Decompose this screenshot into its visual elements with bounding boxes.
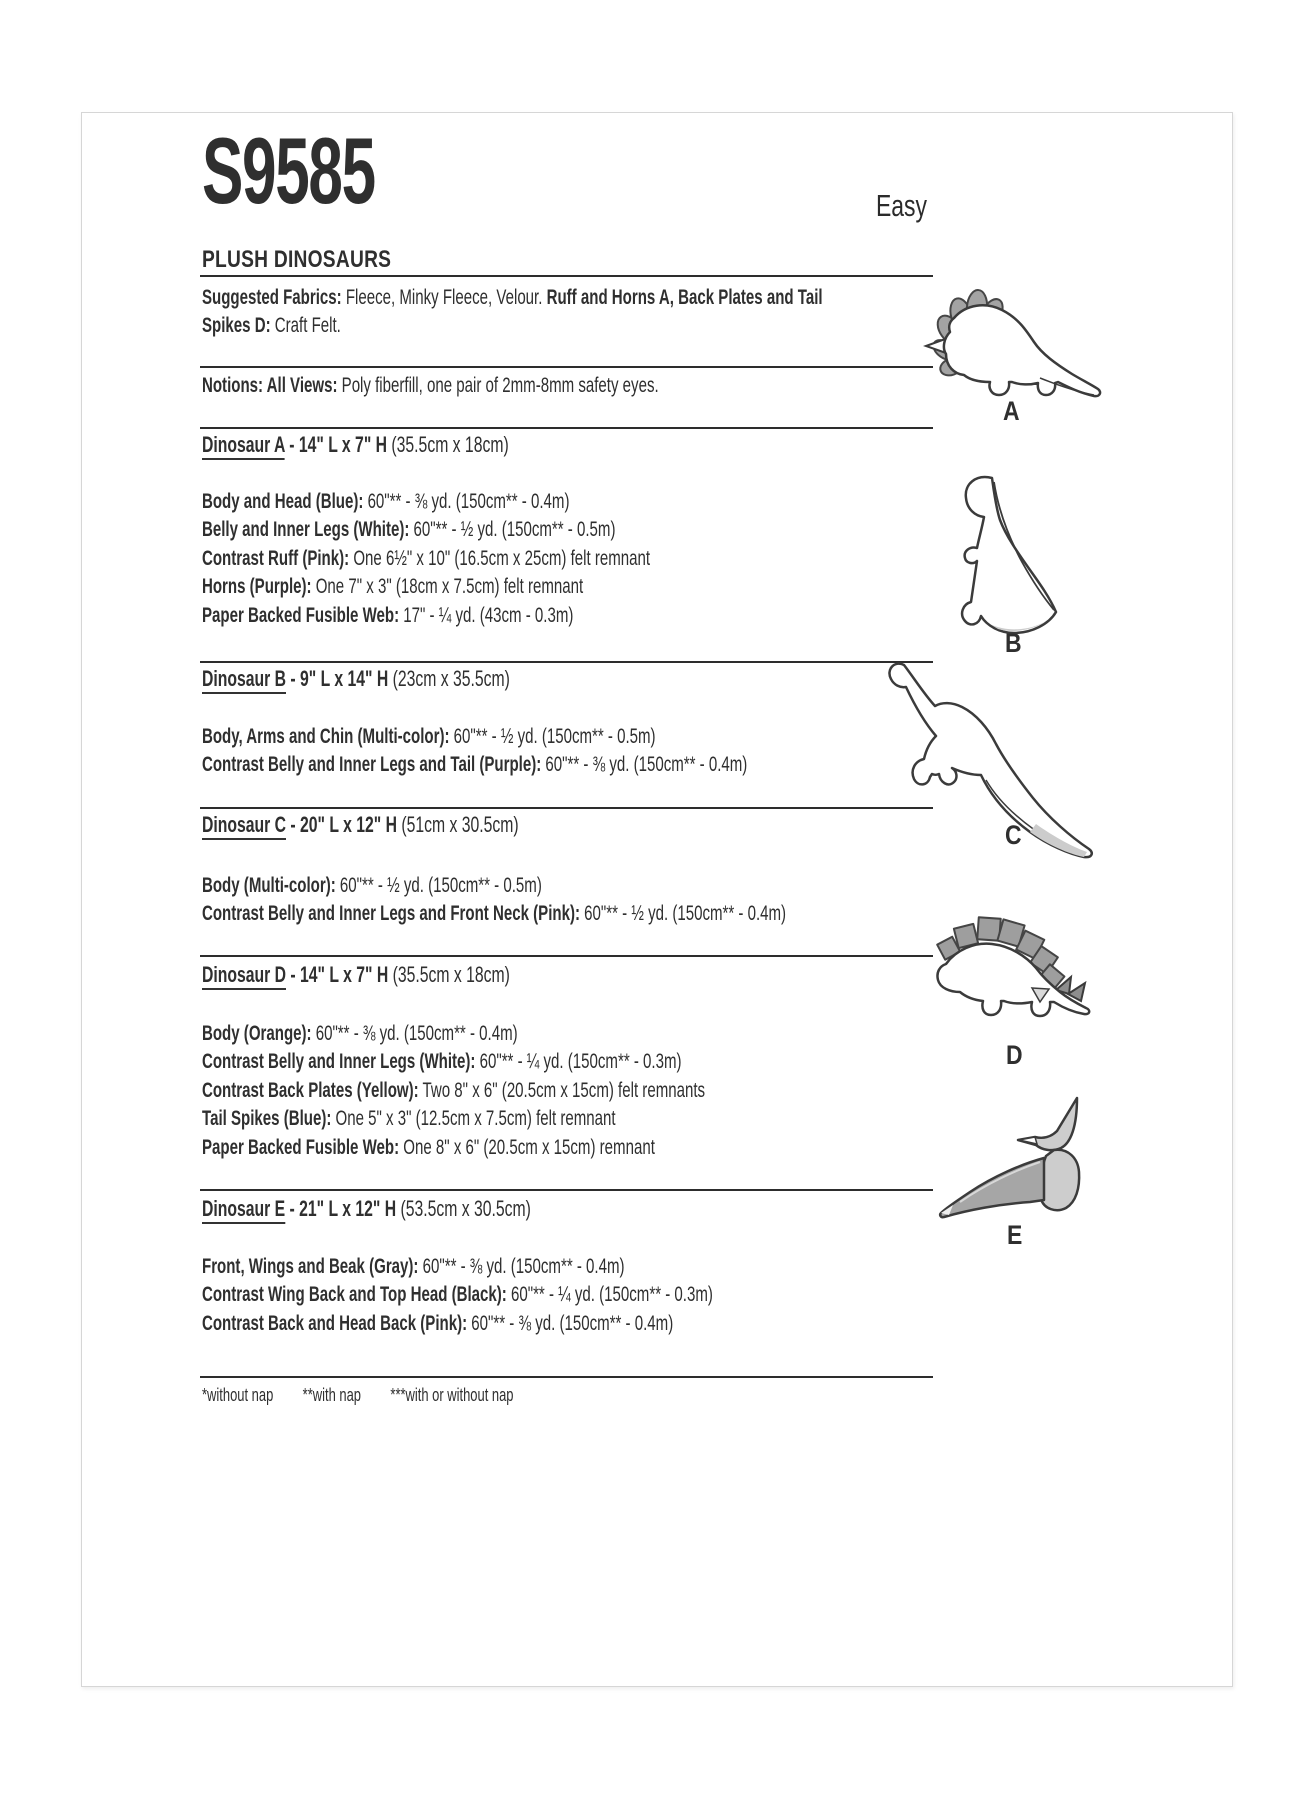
- figure-label-a: A: [1003, 396, 1020, 426]
- spec-line: [202, 899, 786, 927]
- dinosaur-metric: (23cm x 35.5cm): [392, 666, 510, 691]
- fabrics-label: Suggested Fabrics:: [202, 285, 342, 309]
- dinosaur-dims: - 14" L x 7" H: [286, 962, 393, 987]
- spec-value: 60"** - ¼ yd. (150cm** - 0.3m): [506, 1282, 713, 1307]
- fabrics-bold-text: Spikes D:: [202, 313, 271, 338]
- spec-value: Two 8" x 6" (20.5cm x 15cm) felt remnants: [418, 1077, 706, 1102]
- spec-value: 60"** - ⅜ yd. (150cm** - 0.4m): [311, 1021, 518, 1045]
- dinosaur-metric: (53.5cm x 30.5cm): [400, 1196, 531, 1221]
- spec-value: One 8" x 6" (20.5cm x 15cm) remnant: [399, 1134, 655, 1159]
- figure-label-e: E: [1007, 1220, 1023, 1250]
- spec-value: 60"** - ½ yd. (150cm** - 0.5m): [409, 517, 616, 542]
- dinosaur-dims: - 21" L x 12" H: [285, 1196, 401, 1221]
- spec-value: 60"** - ⅜ yd. (150cm** - 0.4m): [541, 752, 748, 777]
- spec-label: Contrast Belly and Inner Legs and Tail (Purple):: [202, 752, 542, 777]
- spec-line: [202, 544, 650, 572]
- figure-label-d: D: [1006, 1040, 1023, 1070]
- spec-label: Contrast Wing Back and Top Head (Black):: [202, 1282, 507, 1307]
- notions-note: [202, 371, 659, 399]
- notions-text: Poly fiberfill, one pair of 2mm-8mm safety eyes.: [337, 373, 659, 397]
- section-heading-dinosaur-a: [202, 432, 509, 458]
- spec-label: Body (Multi-color):: [202, 873, 336, 897]
- dinosaur-dims: - 9" L x 14" H: [286, 666, 393, 691]
- spec-label: Contrast Back and Head Back (Pink):: [202, 1310, 468, 1335]
- spec-label: Body and Head (Blue):: [202, 489, 364, 513]
- divider: [200, 427, 933, 429]
- spec-line: [202, 1309, 713, 1337]
- dinosaur-name: Dinosaur D: [202, 962, 286, 990]
- divider: [200, 275, 933, 277]
- spec-value: 60"** - ⅜ yd. (150cm** - 0.4m): [418, 1254, 625, 1278]
- dinosaur-name: Dinosaur C: [202, 812, 286, 840]
- figure-label-c: C: [1005, 820, 1022, 850]
- spec-value: One 6½" x 10" (16.5cm x 25cm) felt remnant: [349, 545, 651, 570]
- spec-label: Tail Spikes (Blue):: [202, 1106, 332, 1131]
- spec-label: Paper Backed Fusible Web:: [202, 1134, 400, 1159]
- fabrics-bold-text: Ruff and Horns A, Back Plates and Tail: [546, 285, 823, 309]
- dinosaur-dims: - 14" L x 7" H: [284, 432, 392, 457]
- spec-value: 60"** - ½ yd. (150cm** - 0.4m): [579, 901, 787, 926]
- spec-line: [202, 722, 747, 750]
- footnote-with-or-without-nap: ***with or without nap: [390, 1384, 514, 1405]
- dinosaur-name: Dinosaur B: [202, 666, 286, 694]
- spec-value: 60"** - ¼ yd. (150cm** - 0.3m): [475, 1049, 682, 1074]
- difficulty-label: Easy: [876, 188, 928, 223]
- fabrics-line-2: [202, 311, 823, 339]
- spec-list-dinosaur-e: [202, 1252, 713, 1337]
- fabrics-text: Craft Felt.: [270, 313, 341, 338]
- fabrics-line-1: [202, 283, 823, 311]
- divider: [200, 1189, 933, 1191]
- spec-label: Horns (Purple):: [202, 574, 312, 599]
- spec-line: [202, 515, 650, 543]
- spec-line: [202, 750, 747, 778]
- dinosaur-name: Dinosaur E: [202, 1196, 285, 1224]
- divider: [200, 366, 933, 368]
- spec-line: [202, 1019, 705, 1047]
- spec-line: [202, 1280, 713, 1308]
- dinosaur-metric: (35.5cm x 18cm): [391, 432, 509, 457]
- spec-label: Front, Wings and Beak (Gray):: [202, 1254, 419, 1278]
- spec-label: Contrast Ruff (Pink):: [202, 545, 350, 570]
- spec-list-dinosaur-b: [202, 722, 747, 779]
- figure-label-b: B: [1005, 628, 1022, 658]
- section-heading-dinosaur-c: [202, 812, 519, 838]
- spec-line: [202, 1047, 705, 1075]
- section-heading-dinosaur-e: [202, 1196, 531, 1222]
- spec-line: [202, 1076, 705, 1104]
- dinosaur-metric: (35.5cm x 18cm): [392, 962, 510, 987]
- spec-label: Paper Backed Fusible Web:: [202, 602, 400, 627]
- spec-list-dinosaur-a: [202, 487, 650, 629]
- category-title: PLUSH DINOSAURS: [202, 246, 392, 273]
- section-heading-dinosaur-b: [202, 666, 510, 692]
- spec-label: Contrast Belly and Inner Legs and Front Neck (Pink):: [202, 901, 580, 926]
- spec-list-dinosaur-d: [202, 1019, 705, 1161]
- spec-label: Belly and Inner Legs (White):: [202, 517, 410, 542]
- fabrics-note: [202, 283, 823, 340]
- nap-footnotes: [202, 1381, 543, 1409]
- dinosaur-b-illustration: [956, 474, 1068, 644]
- spec-line: [202, 572, 650, 600]
- pattern-number: S9585: [202, 118, 375, 223]
- spec-line: [202, 871, 786, 899]
- footnote-without-nap: *without nap: [202, 1384, 274, 1405]
- spec-value: 60"** - ⅜ yd. (150cm** - 0.4m): [363, 489, 570, 513]
- section-heading-dinosaur-d: [202, 962, 510, 988]
- spec-value: 60"** - ½ yd. (150cm** - 0.5m): [335, 873, 542, 897]
- spec-value: 60"** - ⅜ yd. (150cm** - 0.4m): [467, 1310, 674, 1335]
- spec-line: [202, 487, 650, 515]
- dinosaur-name: Dinosaur A: [202, 432, 285, 460]
- spec-list-dinosaur-c: [202, 871, 786, 928]
- divider: [200, 955, 933, 957]
- spec-line: [202, 1133, 705, 1161]
- dinosaur-e-illustration: [936, 1096, 1091, 1221]
- spec-label: Body (Orange):: [202, 1021, 312, 1045]
- divider: [200, 661, 933, 663]
- spec-line: [202, 1252, 713, 1280]
- spec-label: Body, Arms and Chin (Multi-color):: [202, 724, 450, 748]
- dinosaur-d-illustration: [928, 910, 1103, 1042]
- footnote-with-nap: **with nap: [302, 1384, 361, 1405]
- spec-label: Contrast Belly and Inner Legs (White):: [202, 1049, 476, 1074]
- spec-line: [202, 601, 650, 629]
- spec-value: 17" - ¼ yd. (43cm - 0.3m): [399, 602, 574, 627]
- dinosaur-c-illustration: [888, 662, 1103, 862]
- divider: [200, 807, 933, 809]
- spec-line: [202, 1104, 705, 1132]
- notions-label: Notions: All Views:: [202, 373, 338, 397]
- spec-label: Contrast Back Plates (Yellow):: [202, 1077, 419, 1102]
- fabrics-text: Fleece, Minky Fleece, Velour.: [341, 285, 547, 309]
- divider: [200, 1376, 933, 1378]
- spec-value: 60"** - ½ yd. (150cm** - 0.5m): [449, 724, 656, 748]
- spec-value: One 5" x 3" (12.5cm x 7.5cm) felt remnant: [331, 1106, 616, 1131]
- dinosaur-dims: - 20" L x 12" H: [286, 812, 402, 837]
- spec-value: One 7" x 3" (18cm x 7.5cm) felt remnant: [311, 574, 584, 599]
- dinosaur-metric: (51cm x 30.5cm): [401, 812, 519, 837]
